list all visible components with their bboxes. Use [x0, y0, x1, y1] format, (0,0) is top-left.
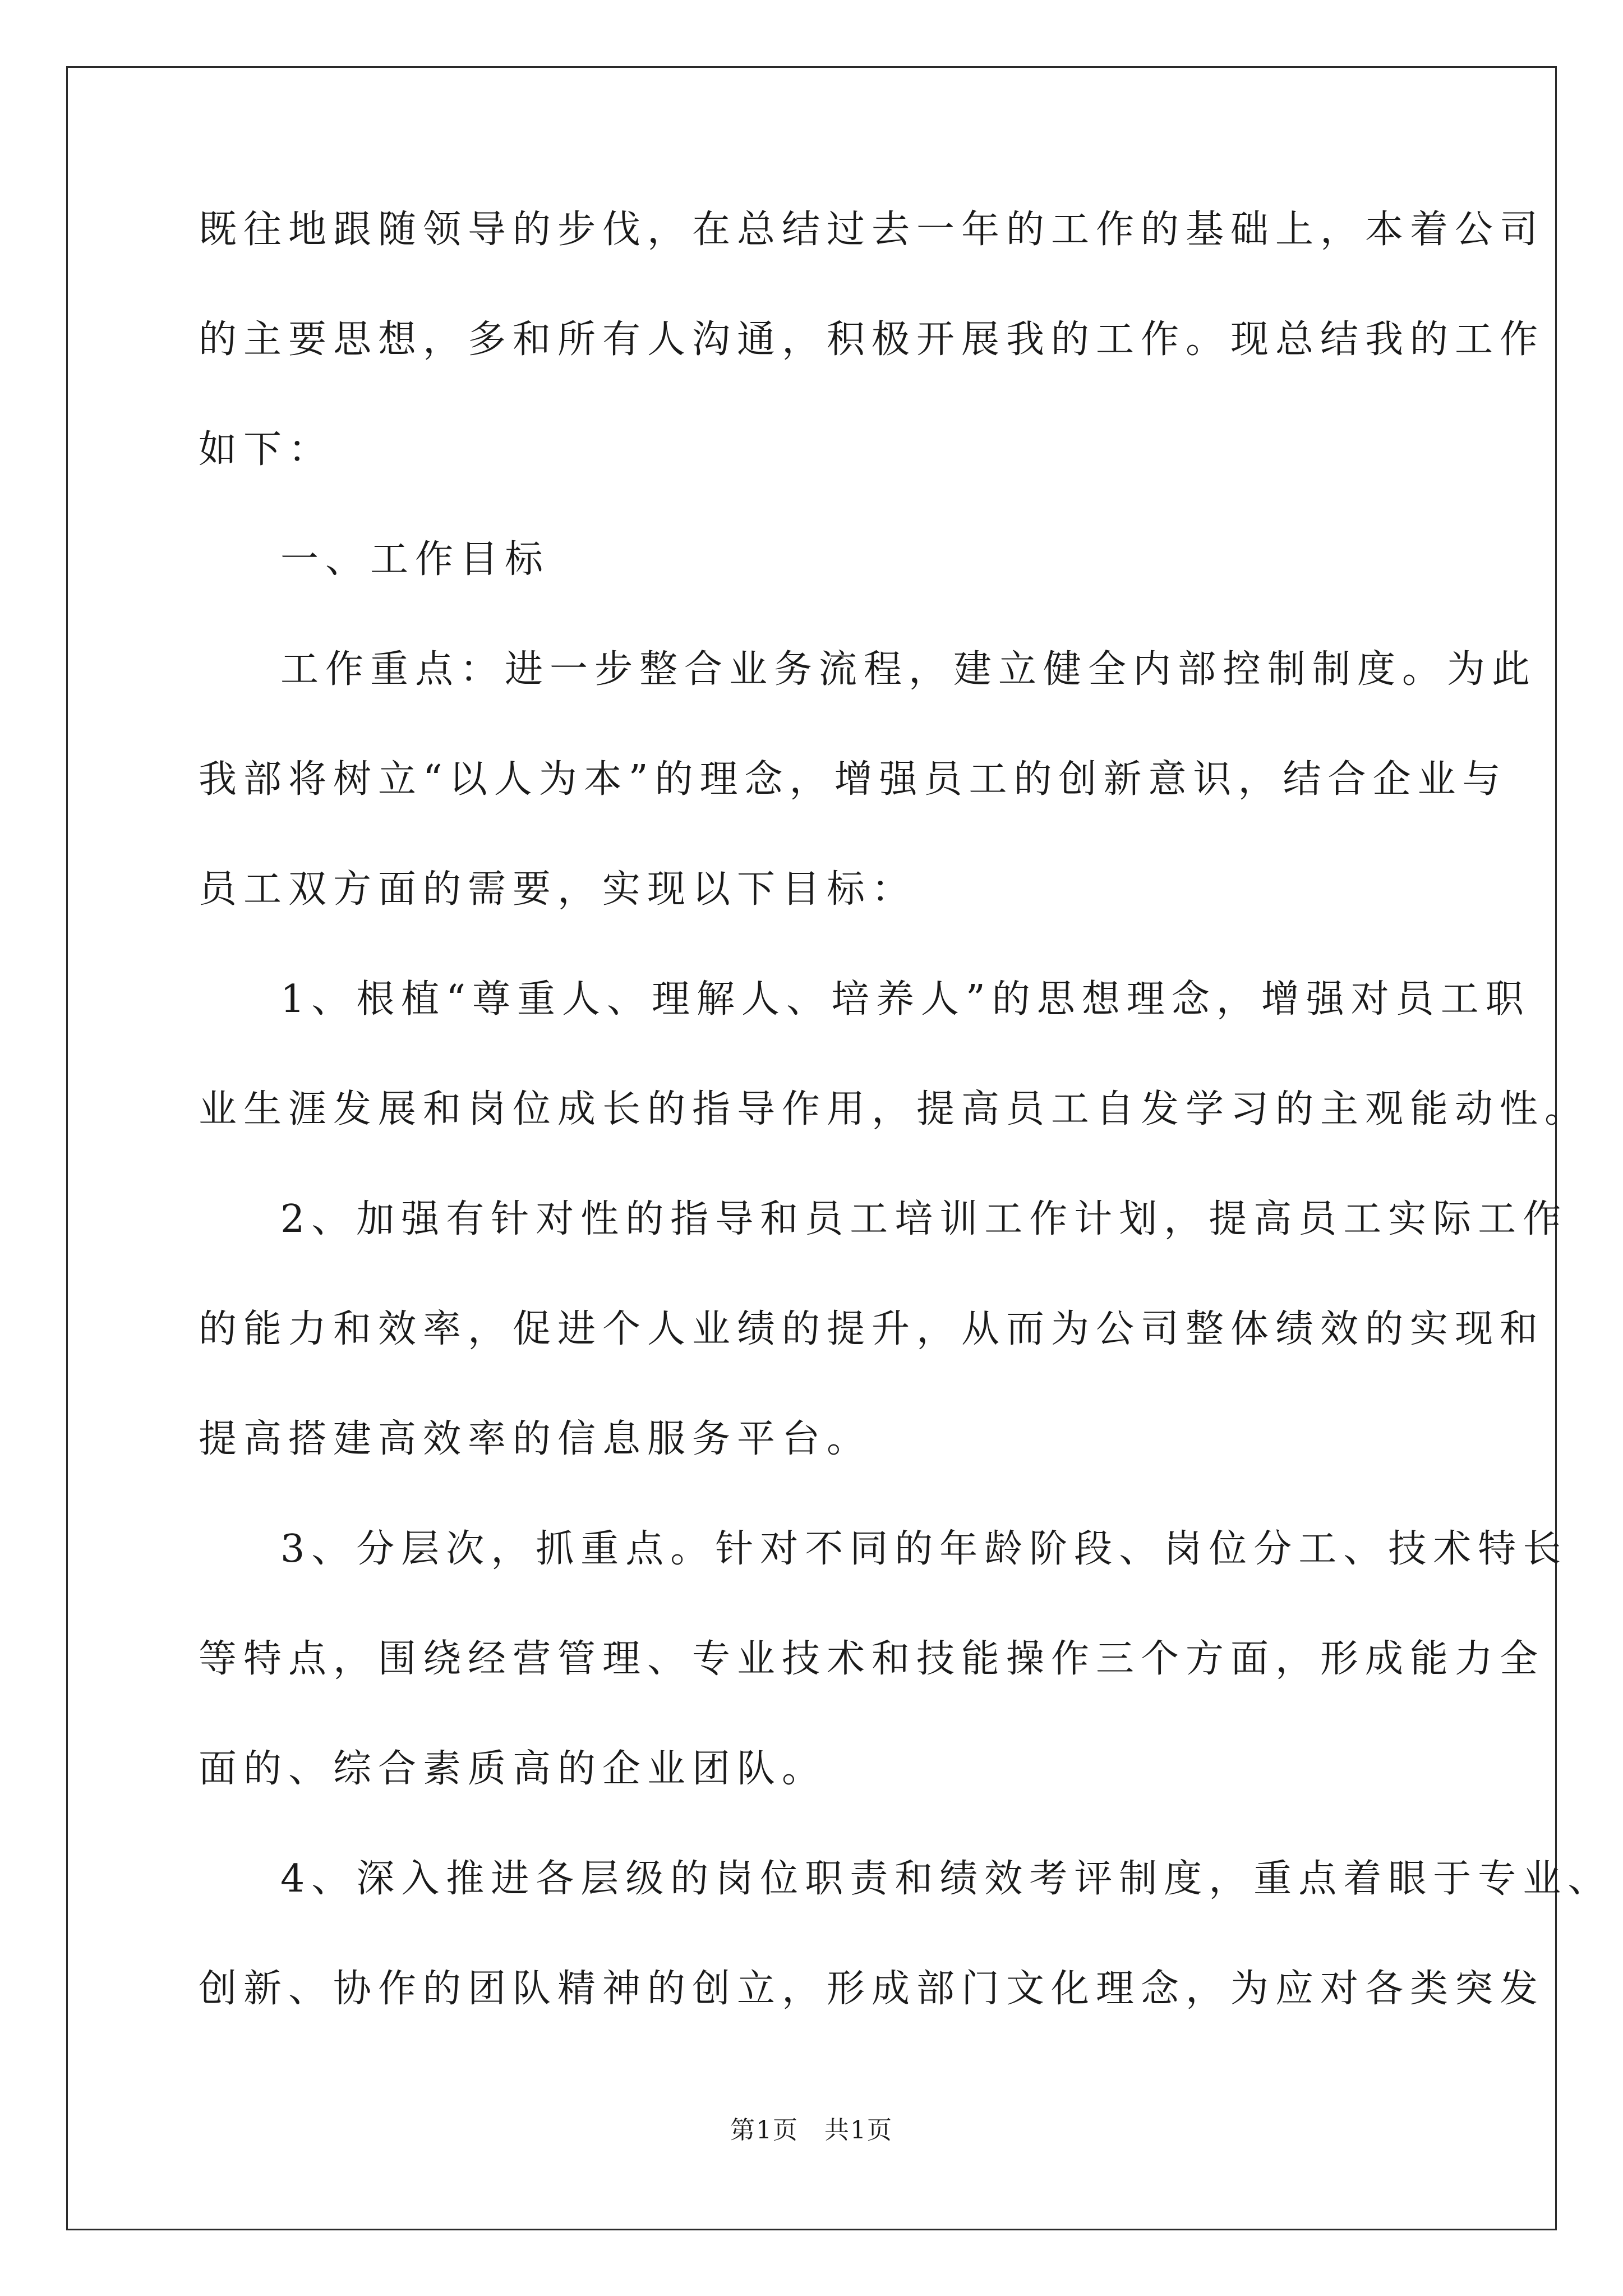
list-item-3-line: 等特点，围绕经营管理、专业技术和技能操作三个方面，形成能力全 [199, 1637, 1545, 1681]
section-heading: 一、工作目标 [280, 537, 550, 582]
list-item-4-line: 4、深入推进各层级的岗位职责和绩效考评制度，重点着眼于专业、 [280, 1857, 1613, 1901]
text-line: 如下： [199, 427, 334, 472]
text-line: 工作重点：进一步整合业务流程，建立健全内部控制制度。为此 [280, 647, 1537, 692]
list-item-2-line: 的能力和效率，促进个人业绩的提升，从而为公司整体绩效的实现和 [199, 1307, 1545, 1351]
list-item-4-line: 创新、协作的团队精神的创立，形成部门文化理念，为应对各类突发 [199, 1967, 1545, 2011]
text-line: 员工双方面的需要，实现以下目标： [199, 867, 917, 912]
page-border [66, 66, 1557, 2230]
list-item-3-line: 面的、综合素质高的企业团队。 [199, 1747, 827, 1791]
text-line: 的主要思想，多和所有人沟通，积极开展我的工作。现总结我的工作 [199, 318, 1545, 362]
list-item-1-line: 1、根植“尊重人、理解人、培养人”的思想理念，增强对员工职 [280, 977, 1530, 1022]
list-item-2-line: 2、加强有针对性的指导和员工培训工作计划，提高员工实际工作 [280, 1197, 1568, 1241]
list-item-2-line: 提高搭建高效率的信息服务平台。 [199, 1417, 872, 1461]
list-item-3-line: 3、分层次，抓重点。针对不同的年龄阶段、岗位分工、技术特长 [280, 1527, 1568, 1571]
text-line: 既往地跟随领导的步伐，在总结过去一年的工作的基础上，本着公司 [199, 208, 1545, 252]
page-number-footer: 第1页 共1页 [730, 2116, 893, 2145]
text-line: 我部将树立“以人为本”的理念，增强员工的创新意识，结合企业与 [199, 757, 1507, 802]
list-item-1-line: 业生涯发展和岗位成长的指导作用，提高员工自发学习的主观能动性。 [199, 1087, 1590, 1131]
